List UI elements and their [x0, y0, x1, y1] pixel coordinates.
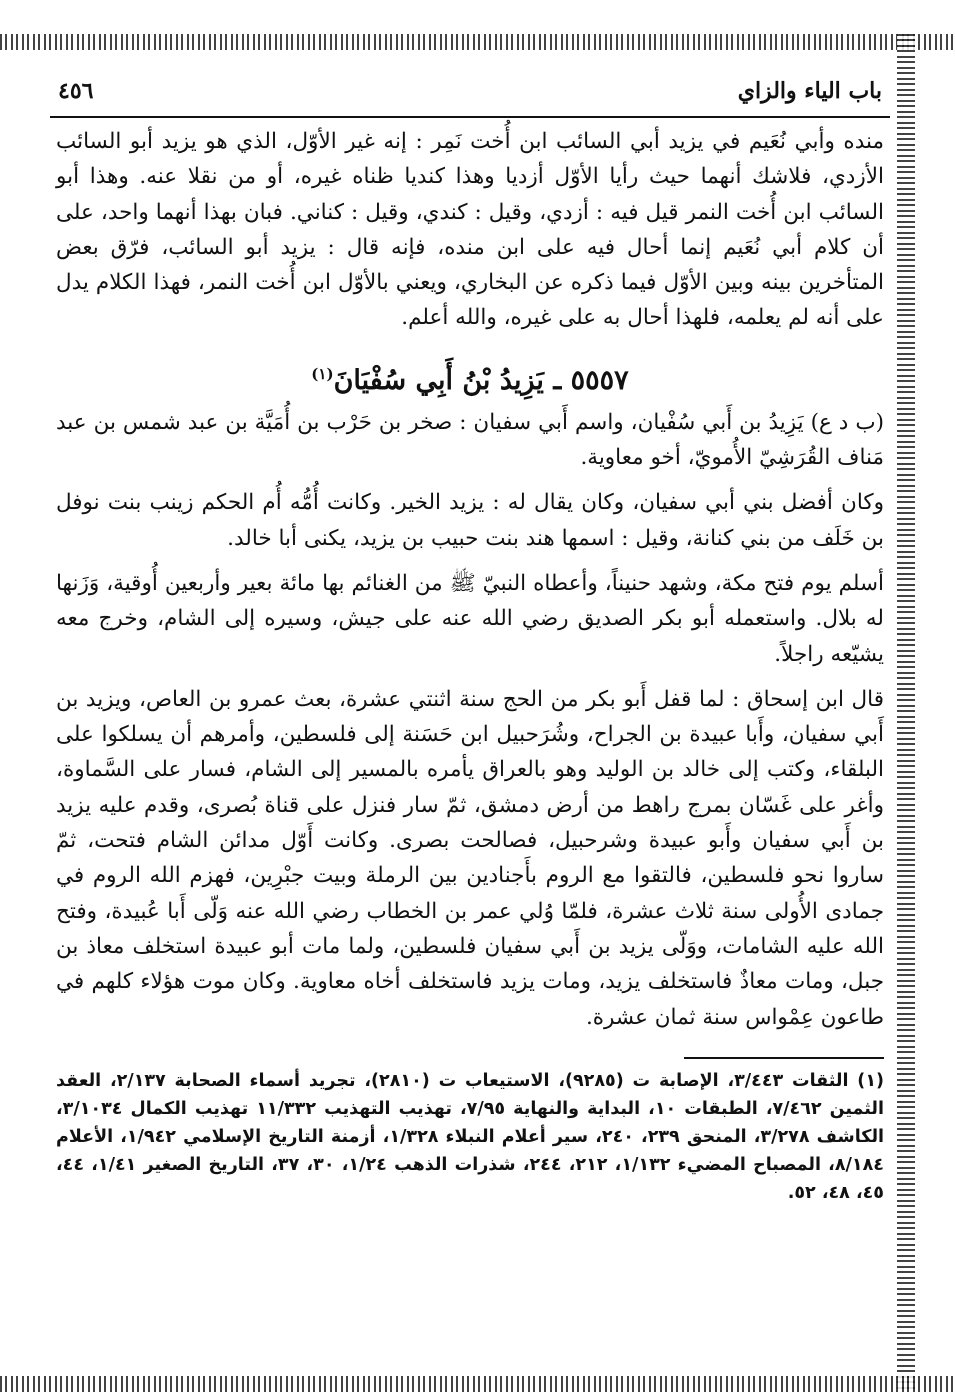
entry-paragraph: وكان أفضل بني أبي سفيان، وكان يقال له : يزيد الخير. وكانت أُمُّه أُم الحكم زينب بنت نوفل بن خَلَف من بني كنانة، وقيل : اسمها هند بنت حبيب بن يزيد، يكنى أبا خالد.: [56, 490, 884, 551]
top-ornament-border: [0, 34, 955, 50]
intro-paragraph: منده وأبي نُعَيم في يزيد أبي السائب ابن أُخت نَمِر : إنه غير الأوّل، الذي هو يزيد أبو السائب الأزدي، فلاشك أنهما حيث رأيا الأوّل أزديا وهذا كنديا ظناه غيره، أو من نقلا عنه. وهذا أبو السائب ابن أُخت النمر قيل فيه : أزدي، وقيل : كندي، وقيل : كناني. فبان بهذا أنهما واحد، على أن كلام أبي نُعَيم إنما أحال فيه على ابن منده، فإنه قال : يزيد أبو السائب، فرّق بعض المتأخرين بينه وبين الأوّل فيما ذكره عن البخاري، ويعني بالأوّل ابن أُخت النمر، فهذا الكلام يدل على أنه لم يعلمه، فلهذا أحال به على غيره، والله أعلم.: [56, 129, 884, 331]
running-header: [50, 78, 890, 118]
entry-heading-text: ٥٥٥٧ ـ يَزِيدُ بْنُ أَبِي سُفْيَانَ: [333, 364, 629, 396]
page-number: ٤٥٦: [58, 78, 94, 104]
main-text: [56, 124, 884, 1035]
footnote-marker: (١): [311, 364, 334, 383]
chapter-title: باب الياء والزاي: [737, 78, 882, 104]
footnote-divider: [684, 1057, 884, 1059]
side-ornament-border: [897, 34, 915, 1392]
footnote-item: (١) الثقات ٣/٤٤٣، الإصابة ت (٩٢٨٥)، الاستيعاب ت (٢٨١٠)، تجريد أسماء الصحابة ٢/١٣٧، العقد الثمين ٧/٤٦٢، الطبقات ١٠، البداية والنهاية ٧/٩٥، تهذيب التهذيب ١١/٣٣٢ تهذيب الكمال ٣/١٠٣٤، الكاشف ٣/٢٧٨، المنحق ٢٣٩، ٢٤٠، سير أعلام النبلاء ١/٣٢٨، أزمنة التاريخ الإسلامي ١/٩٤٢، الأعلام ٨/١٨٤، المصباح المضيء ١/١٣٢، ٢١٢، ٢٤٤، شذرات الذهب ١/٢٤، ٣٠، ٣٧، التاريخ الصغير ١/٤١، ٤٤، ٤٥، ٤٨، ٥٢.: [56, 1070, 885, 1203]
footnotes: [56, 1067, 884, 1207]
bottom-ornament-border: [0, 1376, 955, 1392]
entry-paragraph: (ب د ع) يَزِيدُ بن أَبي سُفْيان، واسم أَبي سفيان : صخر بن حَرْب بن أُمَيَّة بن عبد شمس بن عبد مَناف القُرَشِيّ الأُمويّ، أخو معاوية.: [56, 409, 884, 471]
entry-paragraph: قال ابن إسحاق : لما قفل أَبو بكر من الحج سنة اثنتي عشرة، بعث عمرو بن العاص، ويزيد بن أَبي سفيان، وأَبا عبيدة بن الجراح، وشُرَحبيل ابن حَسَنة إلى فلسطين، وأمرهم أن يسلكوا على البلقاء، وكتب إلى خالد بن الوليد وهو بالعراق يأمره بالمسير إلى الشام، فسار على السَّماوة، وأغر على غَسّان بمرج راهط من أرض دمشق، ثمّ سار فنزل على قناة بُصرى، وقدم عليه يزيد بن أَبي سفيان وأَبو عبيدة وشرحبيل، فصالحت بصرى. وكانت أَوّل مدائن الشام فتحت، ثمّ ساروا نحو فلسطين، فالتقوا مع الروم بأَجنادين بين الرملة وبيت جبْرِين، فهزم الله الروم في جمادى الأُولى سنة ثلاث عشرة، فلمّا وُلي عمر بن الخطاب رضي الله عنه وَلّى أَبا عُبيدة، وفتح الله عليه الشامات، ووَلّى يزيد بن أَبي سفيان فلسطين، ولما مات أبو عبيدة استخلف معاذ بن جبل، ومات معاذٌ فاستخلف يزيد، ومات يزيد فاستخلف أخاه معاوية. وكان موت هؤلاء كلهم في طاعون عِمْواس سنة ثمان عشرة.: [56, 686, 884, 1030]
entry-paragraph: أسلم يوم فتح مكة، وشهد حنيناً، وأعطاه النبيّ ﷺ من الغنائم بها مائة بعير وأربعين أُوقية، وَزَنها له بلال. واستعمله أبو بكر الصديق رضي الله عنه على جيش، وسيره إلى الشام، وخرج معه يشيّعه راجلاً.: [56, 570, 884, 667]
book-page: [50, 78, 890, 1207]
entry-heading: [56, 354, 884, 401]
